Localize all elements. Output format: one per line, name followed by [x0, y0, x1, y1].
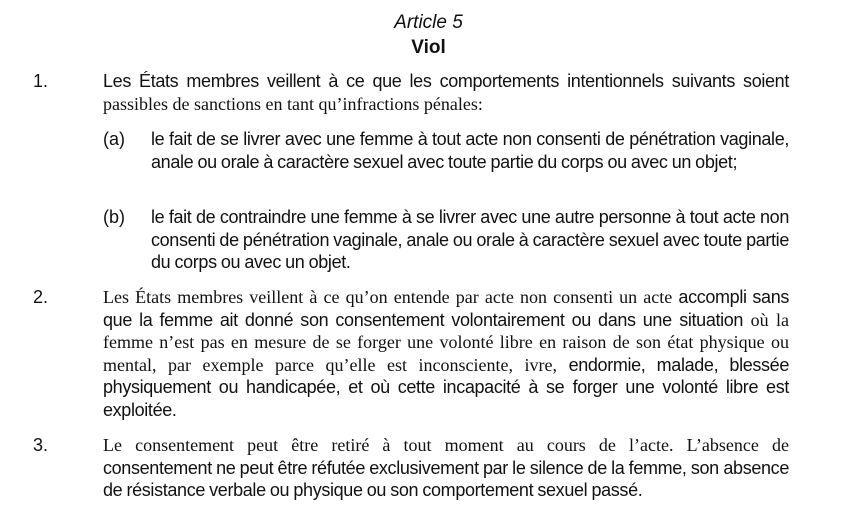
text-line: consentement ne peut être réfutée exclusivement par le silence de la femme, son [103, 457, 719, 478]
subitem-label: (b) [103, 207, 125, 227]
article-number: Article 5 [394, 12, 463, 33]
text-line: le fait de se livrer avec une femme à tout acte non consenti de pénétration [151, 129, 716, 149]
text-line: situation [679, 309, 744, 330]
text-line: Les États membres veillent à ce qu’on entende par acte non consenti un acte [103, 287, 673, 307]
item-number: 1. [33, 71, 49, 91]
text-line: toute partie du corps ou avec un objet. [151, 229, 789, 273]
text-line: son état physique ou mental, par exemple parce qu’elle est inconsciente, ivre, [103, 332, 790, 375]
paragraph-2 [103, 286, 789, 422]
subitem-a-text [151, 128, 789, 173]
text-line: où la femme n’est pas en mesure de se forger une volonté libre en raison de [103, 309, 789, 353]
text-line: Le consentement peut être retiré à tout moment au cours de l’acte. L’absence de [103, 435, 789, 455]
text-line: accompli sans que la femme ait donné son consentement volontairement ou dans une [103, 287, 790, 330]
paragraph-1 [103, 70, 789, 115]
text-line: absence de résistance verbale ou physique ou son comportement sexuel passé. [103, 457, 789, 501]
article-title: Viol [411, 37, 446, 58]
item-number: 2. [33, 287, 49, 307]
paragraph-3 [103, 434, 789, 502]
text-line: forger une volonté libre est exploitée. [103, 377, 789, 420]
text-line: passibles de sanctions en tant qu’infractions pénales: [103, 93, 483, 114]
text-line: vaginale, anale ou orale à caractère sexuel avec toute partie du corps ou avec [151, 129, 790, 172]
text-line: endormie, malade, blessée physiquement ou handicapée, et où cette incapacité à se [103, 354, 789, 398]
text-line: le fait de contraindre une femme à se livrer avec une autre personne à tout acte [151, 207, 756, 227]
subitem-b-text [151, 206, 789, 274]
text-line: non consenti de pénétration vaginale, anale ou orale à caractère sexuel avec [151, 207, 789, 250]
subitem-label: (a) [103, 129, 125, 149]
text-line: un objet; [671, 151, 738, 172]
item-number: 3. [33, 435, 49, 455]
text-line: Les États membres veillent à ce que les comportements intentionnels suivants soient [103, 71, 789, 91]
